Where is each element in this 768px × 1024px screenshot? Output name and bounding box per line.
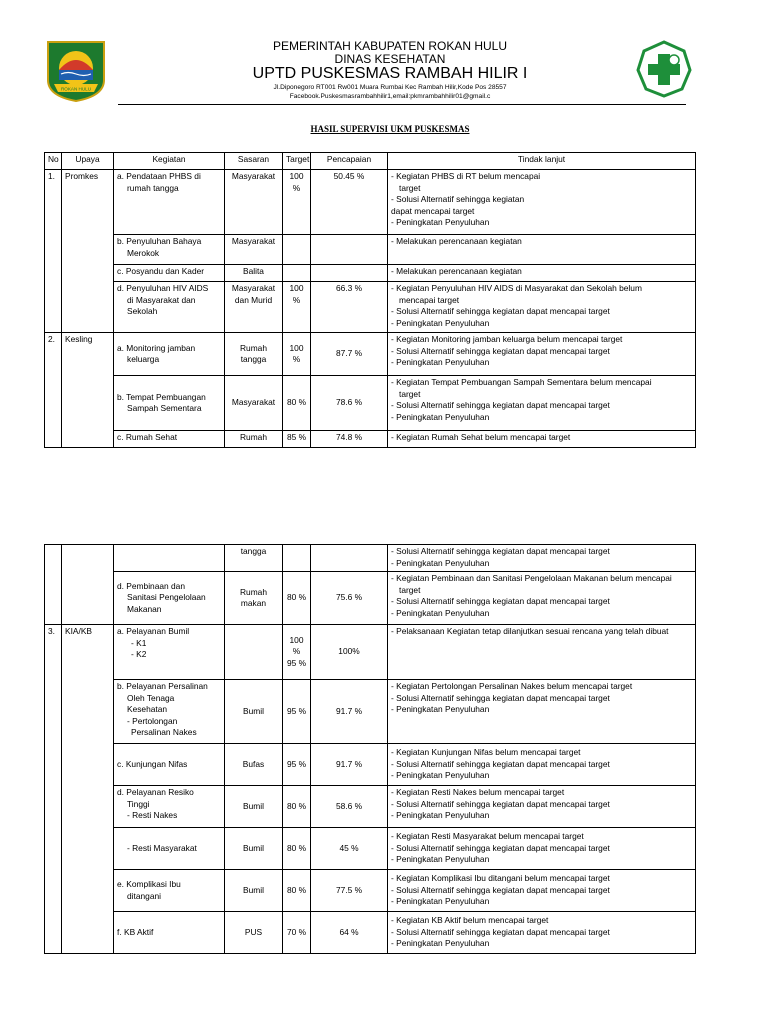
row-target: 80 % (283, 572, 311, 625)
col-pencapaian: Pencapaian (311, 153, 388, 170)
row-target: 100 % (283, 282, 311, 333)
table-row (45, 625, 696, 680)
row-target (283, 235, 311, 265)
row-tindak-lanjut: - Kegiatan Resti Nakes belum mencapai target - Solusi Alternatif sehingga kegiatan dapat mencapai target - Peningkatan Penyuluhan (388, 786, 696, 828)
row-pencapaian (311, 265, 388, 282)
row-sasaran: Rumah (225, 431, 283, 448)
row-kegiatan: a. Monitoring jamban keluarga (114, 333, 225, 376)
row-target: 100 % (283, 170, 311, 235)
row-pencapaian: 77.5 % (311, 870, 388, 912)
row-upaya (62, 545, 114, 625)
row-sasaran: Bufas (225, 744, 283, 786)
row-sasaran: Balita (225, 265, 283, 282)
row-target: 100 % (283, 333, 311, 376)
row-pencapaian: 91.7 % (311, 744, 388, 786)
row-kegiatan: d. Pembinaan dan Sanitasi Pengelolaan Makanan (114, 572, 225, 625)
row-no: 1. (45, 170, 62, 333)
row-tindak-lanjut: - Kegiatan KB Aktif belum mencapai target - Solusi Alternatif sehingga kegiatan dapat mencapai target - Peningkatan Penyuluhan (388, 912, 696, 954)
row-tindak-lanjut: - Solusi Alternatif sehingga kegiatan dapat mencapai target - Peningkatan Penyuluhan (388, 545, 696, 572)
table-row (45, 680, 696, 744)
row-sasaran: Masyarakat (225, 170, 283, 235)
table-row (45, 545, 696, 572)
row-target: 100 % 95 % (283, 625, 311, 680)
row-target (283, 265, 311, 282)
address: Jl.Diponegoro RT001 Rw001 Muara Rumbai Kec Rambah Hilir,Kode Pos 28557 (273, 84, 507, 91)
row-sasaran: Bumil (225, 680, 283, 744)
table-row (45, 333, 696, 376)
gov-title: PEMERINTAH KABUPATEN ROKAN HULU (272, 39, 508, 53)
row-kegiatan: c. Rumah Sehat (114, 431, 225, 448)
table-row (45, 265, 696, 282)
col-upaya: Upaya (62, 153, 114, 170)
row-tindak-lanjut: - Kegiatan PHBS di RT belum mencapai target - Solusi Alternatif sehingga kegiatan dapat mencapai target - Peningkatan Penyuluhan (388, 170, 696, 235)
table-row (45, 376, 696, 431)
document-title: HASIL SUPERVISI UKM PUSKESMAS (310, 124, 470, 134)
row-tindak-lanjut: - Pelaksanaan Kegiatan tetap dilanjutkan sesuai rencana yang telah dibuat (388, 625, 696, 680)
puskesmas-logo (636, 40, 692, 98)
row-kegiatan: c. Posyandu dan Kader (114, 265, 225, 282)
row-pencapaian (311, 235, 388, 265)
row-sasaran: Rumah makan (225, 572, 283, 625)
row-kegiatan: d. Penyuluhan HIV AIDS di Masyarakat dan Sekolah (114, 282, 225, 333)
row-sasaran: tangga (225, 545, 283, 572)
col-kegiatan: Kegiatan (114, 153, 225, 170)
row-pencapaian: 74.8 % (311, 431, 388, 448)
row-target: 95 % (283, 680, 311, 744)
row-target (283, 545, 311, 572)
row-pencapaian: 100% (311, 625, 388, 680)
row-kegiatan: c. Kunjungan Nifas (114, 744, 225, 786)
row-sasaran: Masyarakat (225, 235, 283, 265)
table-row (45, 828, 696, 870)
table-row (45, 912, 696, 954)
row-tindak-lanjut: - Kegiatan Pertolongan Persalinan Nakes belum mencapai target - Solusi Alternatif sehingga kegiatan dapat mencapai target - Peningkatan Penyuluhan (388, 680, 696, 744)
row-tindak-lanjut: - Melakukan perencanaan kegiatan (388, 265, 696, 282)
table-row (45, 235, 696, 265)
row-tindak-lanjut: - Kegiatan Tempat Pembuangan Sampah Sementara belum mencapai target - Solusi Alternatif sehingga kegiatan dapat mencapai target - Peningkatan Penyuluhan (388, 376, 696, 431)
row-tindak-lanjut: - Melakukan perencanaan kegiatan (388, 235, 696, 265)
col-no: No (45, 153, 62, 170)
row-pencapaian (311, 545, 388, 572)
table-row (45, 786, 696, 828)
row-upaya: Kesling (62, 333, 114, 448)
row-sasaran: Bumil (225, 828, 283, 870)
row-kegiatan: - Resti Masyarakat (114, 828, 225, 870)
row-pencapaian: 58.6 % (311, 786, 388, 828)
row-tindak-lanjut: - Kegiatan Penyuluhan HIV AIDS di Masyarakat dan Sekolah belum mencapai target - Solusi Alternatif sehingga kegiatan dapat mencapai target - Peningkatan Penyuluhan (388, 282, 696, 333)
table-row (45, 170, 696, 235)
dept-title: DINAS KESEHATAN (334, 52, 446, 66)
row-sasaran: PUS (225, 912, 283, 954)
row-kegiatan: f. KB Aktif (114, 912, 225, 954)
row-sasaran: Masyarakat (225, 376, 283, 431)
col-tindak-lanjut: Tindak lanjut (388, 153, 696, 170)
org-title: UPTD PUSKESMAS RAMBAH HILIR I (252, 65, 528, 82)
row-target: 70 % (283, 912, 311, 954)
contact-info: Facebook.Puskesmasrambahhilir1,email:pkmrambahhilir01@gmail.c (289, 93, 491, 100)
row-target: 80 % (283, 870, 311, 912)
row-kegiatan: a. Pendataan PHBS di rumah tangga (114, 170, 225, 235)
row-no: 3. (45, 625, 62, 954)
row-target: 80 % (283, 786, 311, 828)
row-kegiatan: a. Pelayanan Bumil - K1 - K2 (114, 625, 225, 680)
table-row (45, 744, 696, 786)
row-kegiatan: b. Pelayanan Persalinan Oleh Tenaga Kesehatan - Pertolongan Persalinan Nakes (114, 680, 225, 744)
table-row (45, 282, 696, 333)
row-sasaran: Rumah tangga (225, 333, 283, 376)
row-kegiatan: e. Komplikasi Ibu ditangani (114, 870, 225, 912)
row-tindak-lanjut: - Kegiatan Monitoring jamban keluarga belum mencapai target - Solusi Alternatif sehingga kegiatan dapat mencapai target - Peningkatan Penyuluhan (388, 333, 696, 376)
row-no: 2. (45, 333, 62, 448)
row-target: 95 % (283, 744, 311, 786)
row-tindak-lanjut: - Kegiatan Pembinaan dan Sanitasi Pengelolaan Makanan belum mencapai target - Solusi Alternatif sehingga kegiatan dapat mencapai target - Peningkatan Penyuluhan (388, 572, 696, 625)
col-target: Target (283, 153, 311, 170)
row-target: 80 % (283, 376, 311, 431)
row-tindak-lanjut: - Kegiatan Kunjungan Nifas belum mencapai target - Solusi Alternatif sehingga kegiatan dapat mencapai target - Peningkatan Penyuluhan (388, 744, 696, 786)
row-tindak-lanjut: - Kegiatan Komplikasi Ibu ditangani belum mencapai target - Solusi Alternatif sehingga kegiatan dapat mencapai target - Peningkatan Penyuluhan (388, 870, 696, 912)
row-no (45, 545, 62, 625)
row-tindak-lanjut: - Kegiatan Rumah Sehat belum mencapai target (388, 431, 696, 448)
table-row (45, 870, 696, 912)
row-pencapaian: 64 % (311, 912, 388, 954)
row-pencapaian: 66.3 % (311, 282, 388, 333)
row-sasaran (225, 625, 283, 680)
row-kegiatan: b. Tempat Pembuangan Sampah Sementara (114, 376, 225, 431)
table-row (45, 431, 696, 448)
row-upaya: Promkes (62, 170, 114, 333)
row-target: 80 % (283, 828, 311, 870)
row-kegiatan: b. Penyuluhan Bahaya Merokok (114, 235, 225, 265)
row-pencapaian: 87.7 % (311, 333, 388, 376)
row-tindak-lanjut: - Kegiatan Resti Masyarakat belum mencapai target - Solusi Alternatif sehingga kegiatan dapat mencapai target - Peningkatan Penyuluhan (388, 828, 696, 870)
row-pencapaian: 50.45 % (311, 170, 388, 235)
logo-text: ROKAN HULU (60, 86, 92, 92)
row-sasaran: Masyarakat dan Murid (225, 282, 283, 333)
row-sasaran: Bumil (225, 786, 283, 828)
row-pencapaian: 45 % (311, 828, 388, 870)
rokan-hulu-logo (44, 40, 108, 102)
row-kegiatan: d. Pelayanan Resiko Tinggi - Resti Nakes (114, 786, 225, 828)
col-sasaran: Sasaran (225, 153, 283, 170)
table-header-row (45, 153, 696, 170)
row-target: 85 % (283, 431, 311, 448)
row-sasaran: Bumil (225, 870, 283, 912)
row-pencapaian: 78.6 % (311, 376, 388, 431)
header-rule (118, 104, 686, 105)
row-pencapaian: 75.6 % (311, 572, 388, 625)
table-row (45, 572, 696, 625)
supervisi-table-2 (44, 544, 696, 954)
supervisi-table-1 (44, 152, 696, 448)
row-pencapaian: 91.7 % (311, 680, 388, 744)
row-kegiatan (114, 545, 225, 572)
row-upaya: KIA/KB (62, 625, 114, 954)
